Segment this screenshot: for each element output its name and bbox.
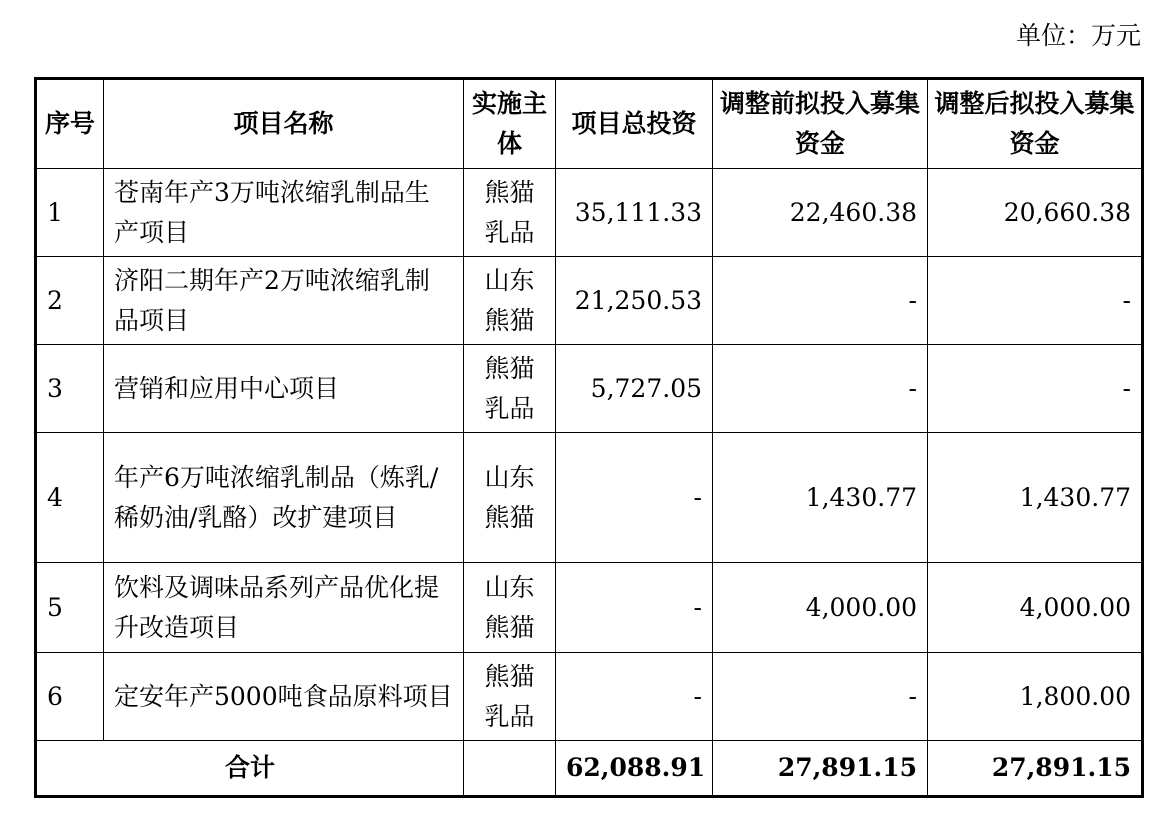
unit-label: 单位：万元 <box>1015 21 1141 50</box>
total-investment-sum: 62,088.91 <box>556 741 713 797</box>
row-project-name: 济阳二期年产2万吨浓缩乳制品项目 <box>104 257 464 345</box>
row-planned-after: 4,000.00 <box>928 563 1143 653</box>
total-entity <box>464 741 556 797</box>
row-project-name: 营销和应用中心项目 <box>104 345 464 433</box>
row-total-investment: - <box>556 563 713 653</box>
row-seq: 4 <box>36 433 104 563</box>
row-entity: 山东熊猫 <box>464 563 556 653</box>
header-row <box>36 79 1143 169</box>
row-seq: 6 <box>36 653 104 741</box>
row-total-investment: - <box>556 653 713 741</box>
row-project-name: 定安年产5000吨食品原料项目 <box>104 653 464 741</box>
header-implementing-entity: 实施主体 <box>464 79 556 169</box>
total-planned-after-sum: 27,891.15 <box>928 741 1143 797</box>
row-entity: 熊猫乳品 <box>464 169 556 257</box>
row-total-investment: 35,111.33 <box>556 169 713 257</box>
row-planned-after: 1,430.77 <box>928 433 1143 563</box>
row-project-name: 苍南年产3万吨浓缩乳制品生产项目 <box>104 169 464 257</box>
row-planned-before: - <box>713 257 928 345</box>
header-planned-after: 调整后拟投入募集资金 <box>928 79 1143 169</box>
row-planned-before: 22,460.38 <box>713 169 928 257</box>
row-seq: 5 <box>36 563 104 653</box>
total-planned-before-sum: 27,891.15 <box>713 741 928 797</box>
table-row <box>36 563 1143 653</box>
row-total-investment: - <box>556 433 713 563</box>
header-project-name: 项目名称 <box>104 79 464 169</box>
row-project-name: 年产6万吨浓缩乳制品（炼乳/稀奶油/乳酪）改扩建项目 <box>104 433 464 563</box>
row-entity: 熊猫乳品 <box>464 345 556 433</box>
row-total-investment: 21,250.53 <box>556 257 713 345</box>
row-planned-before: 1,430.77 <box>713 433 928 563</box>
table-row <box>36 169 1143 257</box>
table-row <box>36 653 1143 741</box>
row-planned-after: 1,800.00 <box>928 653 1143 741</box>
row-planned-before: - <box>713 653 928 741</box>
row-entity: 山东熊猫 <box>464 433 556 563</box>
row-entity: 熊猫乳品 <box>464 653 556 741</box>
row-planned-after: - <box>928 345 1143 433</box>
table-row <box>36 433 1143 563</box>
row-planned-after: 20,660.38 <box>928 169 1143 257</box>
table-row <box>36 257 1143 345</box>
header-planned-before: 调整前拟投入募集资金 <box>713 79 928 169</box>
row-seq: 1 <box>36 169 104 257</box>
row-planned-before: 4,000.00 <box>713 563 928 653</box>
total-row <box>36 741 1143 797</box>
row-planned-before: - <box>713 345 928 433</box>
investment-table <box>34 77 1144 798</box>
table-row <box>36 345 1143 433</box>
row-seq: 3 <box>36 345 104 433</box>
header-seq: 序号 <box>36 79 104 169</box>
total-label: 合计 <box>36 741 464 797</box>
row-entity: 山东熊猫 <box>464 257 556 345</box>
header-total-investment: 项目总投资 <box>556 79 713 169</box>
row-project-name: 饮料及调味品系列产品优化提升改造项目 <box>104 563 464 653</box>
row-seq: 2 <box>36 257 104 345</box>
row-planned-after: - <box>928 257 1143 345</box>
row-total-investment: 5,727.05 <box>556 345 713 433</box>
